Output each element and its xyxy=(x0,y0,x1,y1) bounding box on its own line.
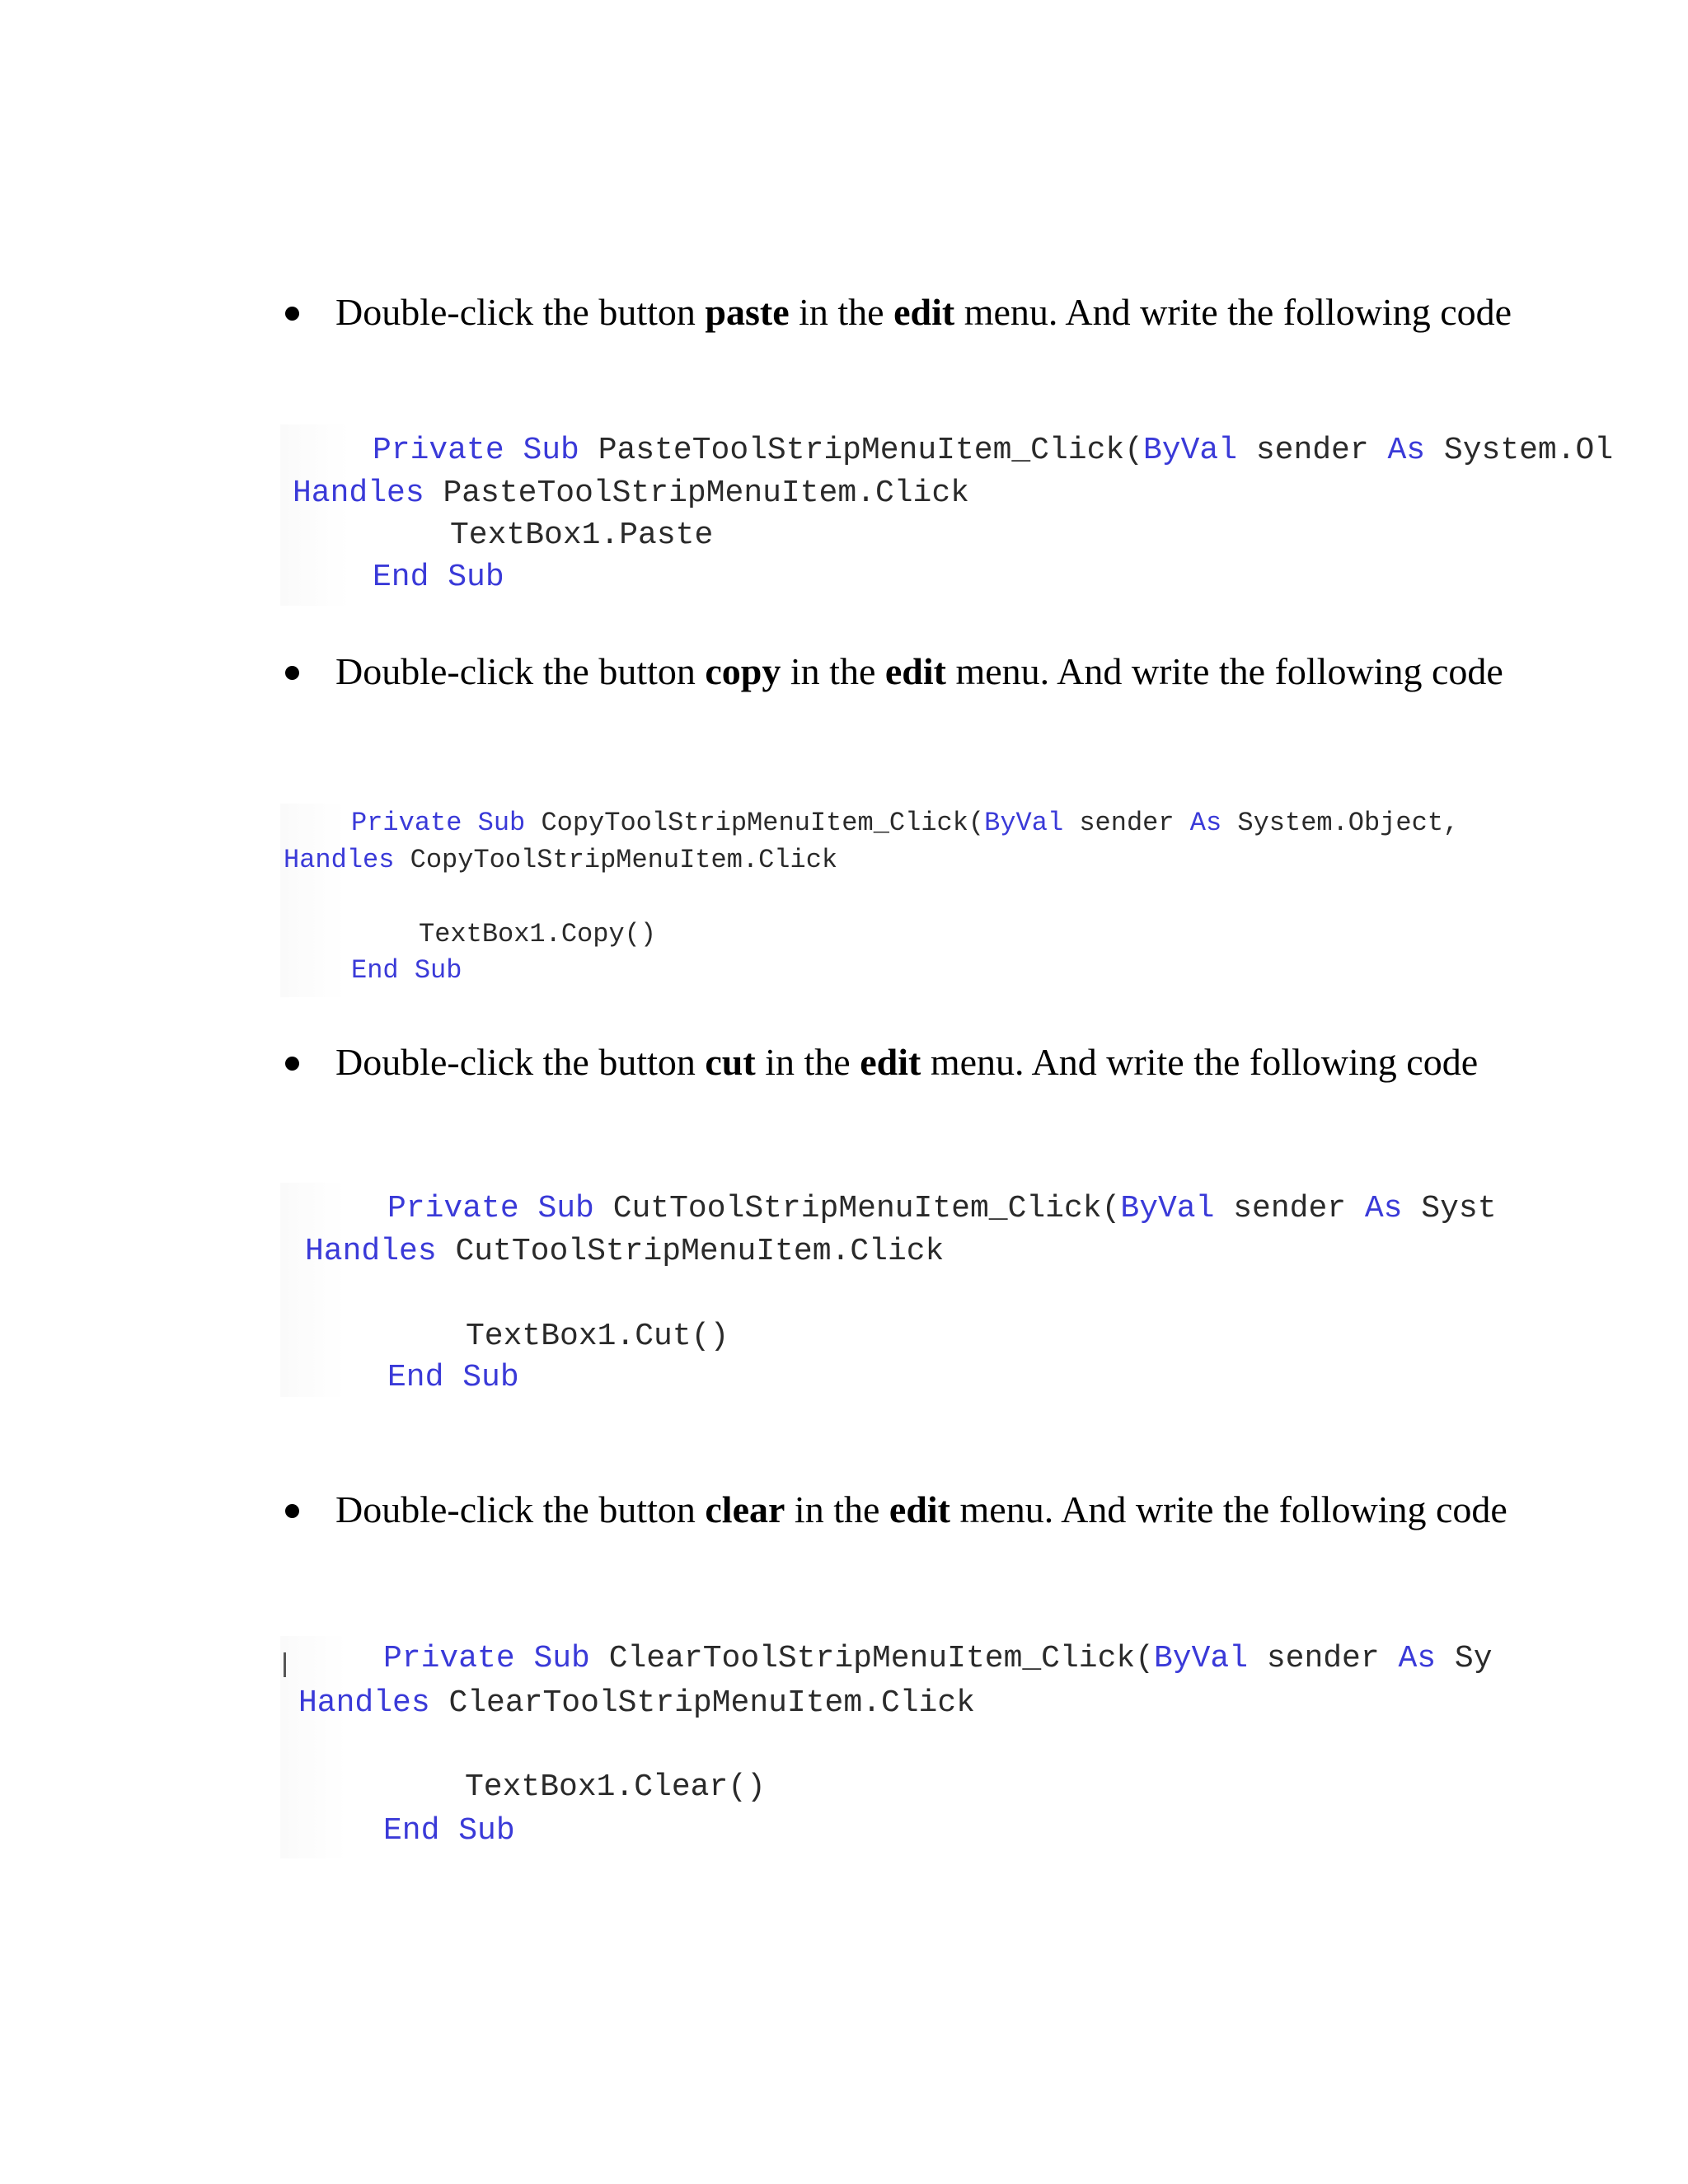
code-line-handles: Handles PasteToolStripMenuItem.Click xyxy=(293,476,969,511)
code-snippet-cut xyxy=(280,1183,1582,1397)
bullet-icon xyxy=(285,1504,299,1518)
code-snippet-clear xyxy=(280,1636,1607,1858)
code-line-end: End Sub xyxy=(351,955,462,986)
code-line-handles: Handles CopyToolStripMenuItem.Click xyxy=(284,845,838,875)
instruction-paste xyxy=(285,290,1571,335)
code-line-signature: Private Sub PasteToolStripMenuItem_Click(ByVal sender As System.Ol xyxy=(373,433,1614,468)
instruction-copy xyxy=(285,649,1571,694)
code-line-handles: Handles ClearToolStripMenuItem.Click xyxy=(298,1685,975,1721)
code-line-body: TextBox1.Paste xyxy=(450,518,714,553)
instruction-text: Double-click the button cut in the edit menu. And write the following code xyxy=(335,1041,1479,1083)
code-line-body: TextBox1.Clear() xyxy=(465,1769,766,1805)
code-line-end: End Sub xyxy=(383,1813,515,1849)
code-line-end: End Sub xyxy=(387,1360,519,1395)
code-snippet-paste xyxy=(280,424,1673,606)
code-line-body: TextBox1.Cut() xyxy=(466,1319,729,1354)
code-snippet-copy xyxy=(280,804,1582,997)
bullet-icon xyxy=(285,307,299,321)
instruction-text: Double-click the button paste in the edit menu. And write the following code xyxy=(335,291,1512,333)
screenshot-edge-artifact xyxy=(284,1652,286,1677)
code-line-end: End Sub xyxy=(373,560,504,595)
code-line-signature: Private Sub ClearToolStripMenuItem_Click(ByVal sender As Sy xyxy=(383,1641,1493,1676)
instruction-text: Double-click the button copy in the edit menu. And write the following code xyxy=(335,650,1503,692)
instruction-text: Double-click the button clear in the edit menu. And write the following code xyxy=(335,1488,1507,1530)
instruction-cut xyxy=(285,1040,1571,1085)
code-line-signature: Private Sub CutToolStripMenuItem_Click(ByVal sender As Syst xyxy=(387,1191,1497,1226)
bullet-icon xyxy=(285,1057,299,1071)
bullet-icon xyxy=(285,666,299,680)
code-line-body: TextBox1.Copy() xyxy=(419,919,657,949)
instruction-clear xyxy=(285,1488,1571,1532)
code-line-signature: Private Sub CopyToolStripMenuItem_Click(ByVal sender As System.Object, xyxy=(351,808,1460,838)
code-line-handles: Handles CutToolStripMenuItem.Click xyxy=(305,1234,945,1269)
